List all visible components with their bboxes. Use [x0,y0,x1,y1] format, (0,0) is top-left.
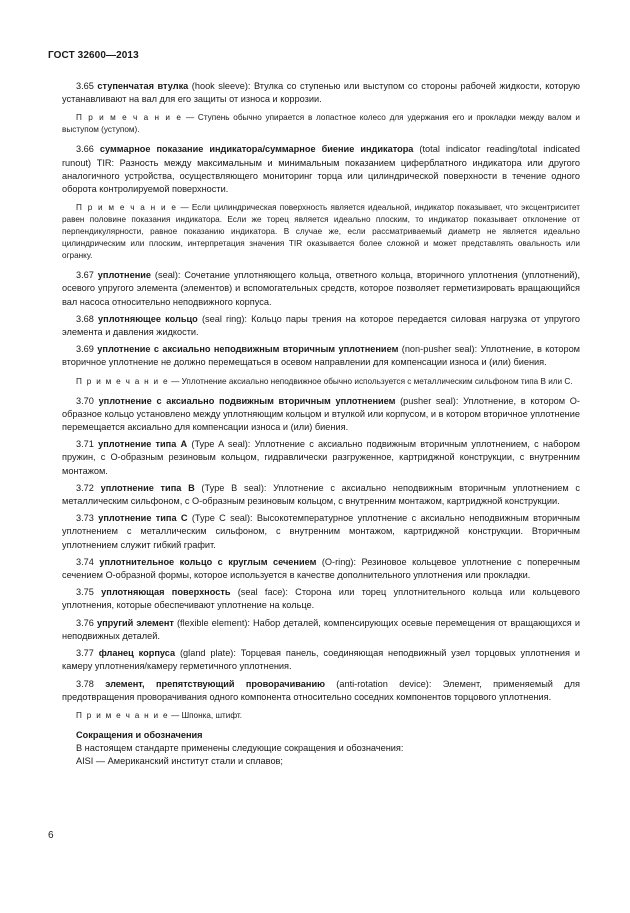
term: фланец корпуса [98,648,176,659]
definition-3-69: 3.69 уплотнение с аксиально неподвижным вторичным уплотнением (non-pusher seal): Уплотнение, в котором вторичное уплотнение не должно перемещаться в осевом направлении для компенсации износа и (или) биения. [62,344,580,368]
definition-3-65: 3.65 ступенчатая втулка (hook sleeve): Втулка со ступенью или выступом со стороны рабочей жидкости, которую устанавливают на вал для его защиты от износа и коррозии. [62,81,580,105]
page-header: ГОСТ 32600—2013 [48,50,139,61]
term: уплотнение с аксиально подвижным вторичным уплотнением [98,395,396,406]
definition-3-77: 3.77 фланец корпуса (gland plate): Торцевая панель, соединяющая неподвижный узел торцовых уплотнения и камеру уплотнения/камеру герметичного уплотнения. [62,648,581,672]
term: ступенчатая втулка [97,81,189,91]
term: упругий элемент [96,617,174,628]
note: П р и м е ч а н и е — Ступень обычно упирается в лопастное колесо для удержания его и прокладки между валом и выступом (уступом). [62,113,580,135]
term: уплотнение [97,270,152,281]
definition-3-73: 3.73 уплотнение типа С (Type C seal): Высокотемпературное уплотнение с аксиально неподвижным вторичным уплотнением с металлическим сильфоном, с внутренним монтажом, картриджной конструкции. Вторичным уплотнением служит гибкий графит. [62,513,581,550]
definition-3-74: 3.74 уплотнительное кольцо с круглым сечением (O-ring): Резиновое кольцевое уплотнение с поперечным сечением О-образной формы, которое используется в качестве дополнительного уплотнения или прокладки. [62,556,580,581]
definition-3-66: 3.66 суммарное показание индикатора/суммарное биение индикатора (total indicator reading/total indicated runout) TIR: Разность между максимальным и минимальным показанием циферблатного индикатора или другого аналогичного устройства, осуществляющего мониторинг торца или цилиндрической поверхности в течение одного оборота контролируемой поверхности. [62,144,580,195]
definition-3-67: 3.67 уплотнение (seal): Сочетание уплотняющего кольца, ответного кольца, вторичного уплотнения (уплотнений), осевого упругого элемента (элементов) и вспомогательных средств, которое позволяет герметизировать вращающийся вал насоса относительно неподвижного корпуса. [62,270,580,307]
section-intro: В настоящем стандарте применены следующие сокращения и обозначения: [76,743,404,754]
term: уплотнительное кольцо с круглым сечением [99,556,317,567]
note: П р и м е ч а н и е — Если цилиндрическая поверхность является идеальной, индикатор показывает, что эксцентриситет равен половине показания индикатора. Если же торец является идеально плоским, то индикатор показывает отклонение от перпендикулярности, равное показанию индикатора. В случае же, если рассматриваемый диаметр не является идеально цилиндрическим или плоским, интерпретация значения TIR оказывается более сложной и может представлять овальность или огранку. [62,203,581,261]
note: П р и м е ч а н и е — Уплотнение аксиально неподвижное обычно используется с металлическим сильфоном типа В или С. [76,376,573,386]
definition-3-70: 3.70 уплотнение с аксиально подвижным вторичным уплотнением (pusher seal): Уплотнение, в котором О-образное кольцо установлено между уплотняющим кольцом и втулкой или корпусом, и в котором вторичное уплотнение перемещается аксиально для компенсации износа и (или) биения. [62,395,580,433]
term: элемент, препятствующий проворачиванию [105,678,325,689]
term: уплотнение с аксиально неподвижным вторичным уплотнением [97,344,399,355]
definition-3-68: 3.68 уплотняющее кольцо (seal ring): Кольцо пары трения на которое передается силовая нагрузка от упругого элемента и давления жидкости. [62,313,580,338]
definition-3-78: 3.78 элемент, препятствующий проворачиванию (anti-rotation device): Элемент, применяемый для предотвращения проворачивания одного компонента относительно соседних компонентов торцового уплотнения. [62,678,580,702]
definition-3-76: 3.76 упругий элемент (flexible element): Набор деталей, компенсирующих осевые перемещения от вращающихся и неподвижных деталей. [62,617,580,641]
term: суммарное показание индикатора/суммарное биение индикатора [99,144,414,155]
term: уплотнение типа В [100,482,195,493]
term: уплотняющее кольцо [98,313,198,324]
document-body [62,80,580,769]
term: уплотнение типа А [98,439,188,450]
term: уплотняющая поверхность [101,587,231,598]
term: уплотнение типа С [98,513,188,524]
definition-3-71: 3.71 уплотнение типа А (Type A seal): Уплотнение с аксиально подвижным вторичным уплотнением, с набором пружин, с О-образным резиновым кольцом, гидравлически разгруженное, картриджной конструкции, с внутренним монтажом. [62,439,580,476]
note: П р и м е ч а н и е — Шпонка, штифт. [76,710,243,720]
definition-3-72: 3.72 уплотнение типа В (Type B seal): Уплотнение с аксиально неподвижным вторичным уплотнением с металлическим сильфоном, с О-образным резиновым кольцом, с внутренним монтажом, картриджной конструкции. [62,482,580,507]
section-title: Сокращения и обозначения [76,729,203,740]
page-number: 6 [48,830,54,841]
definition-3-75: 3.75 уплотняющая поверхность (seal face): Сторона или торец уплотнительного кольца или кольцевого уплотнения, которые обеспечивают уплотнение на кольце. [62,587,580,611]
abbreviation-item: AISI — Американский институт стали и сплавов; [76,756,283,767]
